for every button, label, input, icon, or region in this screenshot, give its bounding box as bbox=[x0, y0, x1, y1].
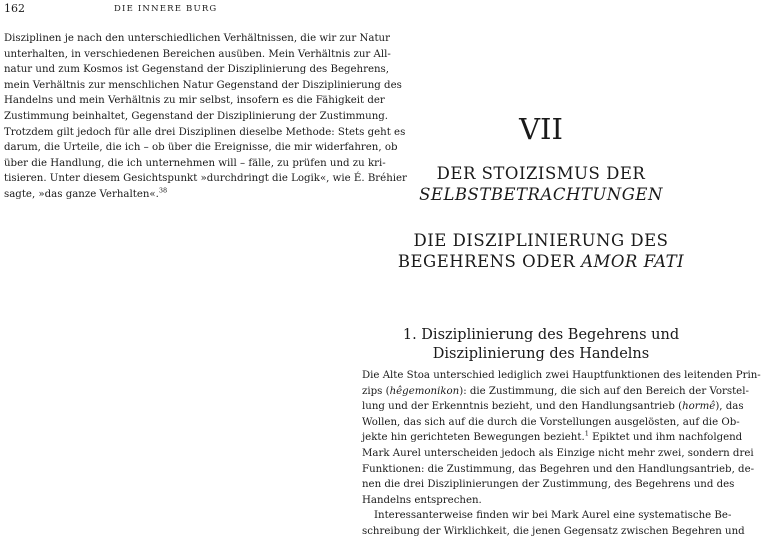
text-line: Trotzdem gilt jedoch für alle drei Disziplinen dieselbe Methode: Stets geht es bbox=[4, 126, 406, 138]
text-line-last bbox=[4, 187, 352, 203]
text-line: Zustimmung beinhaltet, Gegenstand der Disziplinierung der Zustimmung. bbox=[4, 110, 389, 122]
text-line: Die Alte Stoa unterschied lediglich zwei Hauptfunktionen des leitenden Prin- bbox=[362, 370, 761, 381]
text-line: mein Verhältnis zur menschlichen Natur Gegenstand der Disziplinierung des bbox=[4, 79, 402, 91]
chapter-number: VII bbox=[519, 112, 563, 146]
text-line bbox=[362, 429, 743, 446]
page-number: 162 bbox=[4, 2, 25, 15]
text-line: tisieren. Unter diesem Gesichtspunkt »durchdringt die Logik«, wie É. Bréhier bbox=[4, 173, 407, 185]
part-title bbox=[362, 230, 720, 272]
greek-term: hêgemonikon bbox=[389, 385, 460, 397]
last-line-text: sagte, »das ganze Verhalten«. bbox=[4, 188, 159, 200]
text-line: schreibung der Wirklichkeit, die jenen Gegensatz zwischen Begehren und bbox=[362, 525, 745, 537]
section-title bbox=[362, 326, 720, 364]
text-line: Mark Aurel unterscheiden jedoch als Einzige nicht mehr zwei, sondern drei bbox=[362, 447, 754, 459]
section-title-line1: 1. Disziplinierung des Begehrens und bbox=[402, 327, 680, 343]
text-fragment: zips ( bbox=[362, 385, 390, 397]
text-line bbox=[362, 384, 749, 400]
text-line: Interessanterweise finden wir bei Mark Aurel eine systematische Be- bbox=[374, 510, 732, 522]
text-line: darum, die Urteile, die ich – ob über die Ereignisse, die mir widerfahren, ob bbox=[4, 142, 398, 154]
text-line: Disziplinen je nach den unterschiedlichen Verhältnissen, die wir zur Natur bbox=[4, 33, 390, 44]
right-page bbox=[362, 0, 761, 537]
text-fragment: ): die Zustimmung, die sich auf den Bereich der Vorstel- bbox=[459, 385, 749, 397]
left-body-text bbox=[4, 31, 407, 203]
text-line bbox=[362, 399, 744, 415]
text-fragment: ), das bbox=[715, 401, 744, 413]
text-fragment: Epiktet und ihm nachfolgend bbox=[588, 432, 743, 444]
text-fragment: jekte hin gerichteten Bewegungen bezieht. bbox=[362, 432, 585, 444]
text-line: natur und zum Kosmos ist Gegenstand der Disziplinierung des Begehrens, bbox=[4, 64, 390, 76]
text-line: Handelns entsprechen. bbox=[362, 494, 482, 506]
text-line: Wollen, das sich auf die durch die Vorstellungen ausgelösten, auf die Ob- bbox=[362, 416, 740, 428]
chapter-title-line2: SELBSTBETRACHTUNGEN bbox=[419, 185, 663, 204]
greek-term: hormê bbox=[682, 401, 716, 413]
text-line: unterhalten, in verschiedenen Bereichen ausüben. Mein Verhältnis zur All- bbox=[4, 48, 391, 60]
footnote-ref: 1 bbox=[584, 429, 589, 438]
section-title-line2: Disziplinierung des Handelns bbox=[432, 346, 650, 362]
left-page-header bbox=[4, 2, 351, 16]
chapter-title bbox=[362, 163, 720, 205]
right-body-text bbox=[362, 368, 761, 540]
text-line: Funktionen: die Zustimmung, das Begehren und den Handlungsantrieb, de- bbox=[362, 463, 755, 475]
chapter-title-line1: DER STOIZISMUS DER bbox=[436, 164, 646, 183]
part-title-line2-italic: AMOR FATI bbox=[581, 252, 685, 271]
running-head: DIE INNERE BURG bbox=[114, 4, 218, 14]
part-title-line1: DIE DISZIPLINIERUNG DES bbox=[413, 231, 669, 250]
text-line: über die Handlung, die ich unternehmen will – fälle, zu prüfen und zu kri- bbox=[4, 157, 386, 169]
footnote-ref: 38 bbox=[158, 186, 168, 195]
text-line: nen die drei Disziplinierungen der Zustimmung, des Begehrens und des bbox=[362, 479, 735, 491]
text-fragment: lung und der Erkenntnis bezieht, und den Handlungsantrieb ( bbox=[362, 401, 683, 413]
part-title-line2-prefix: BEGEHRENS ODER bbox=[397, 252, 582, 271]
text-line: Handelns und mein Verhältnis zu mir selbst, insofern es die Fähigkeit der bbox=[4, 95, 385, 107]
